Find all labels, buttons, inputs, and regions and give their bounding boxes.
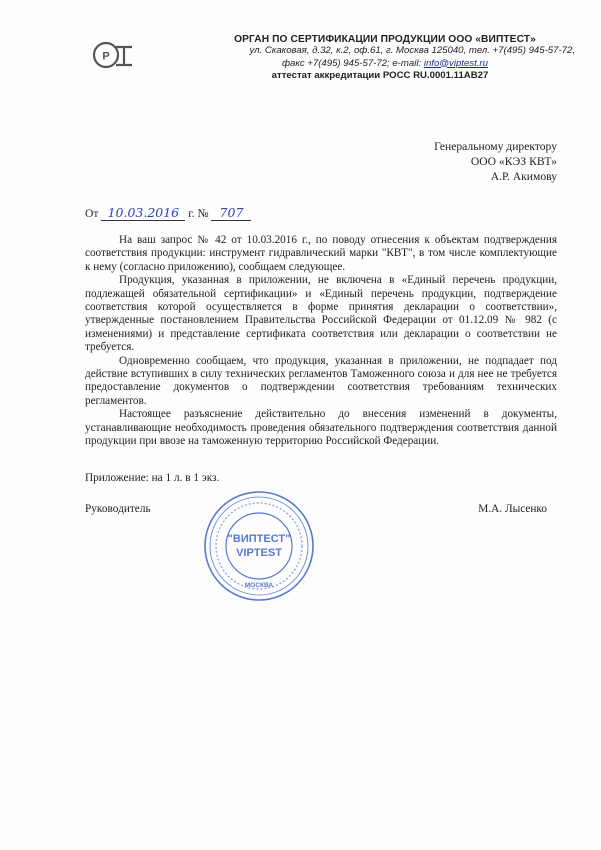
letter-body (85, 234, 557, 449)
email-link[interactable]: info@viptest.ru (423, 57, 488, 69)
stamp-text-line2: VIPTEST (236, 547, 282, 559)
accreditation-text: аттестат аккредитации РОСС RU.0001.11АВ27 (271, 70, 489, 81)
addressee-block (434, 139, 557, 185)
number-label: г. № (188, 207, 209, 220)
paragraph-1: На ваш запрос № 42 от 10.03.2016 г., по поводу отнесения к объектам подтверждения соответствия продукции: инструмент гидравлический марки "КВТ", в том числе комплектующие к нему (согласно приложению), сообщаем следующее. (85, 234, 557, 273)
stamp-text-line1: "ВИПТЕСТ" (227, 533, 291, 545)
signer-role: Руководитель (85, 503, 151, 515)
addressee-company: ООО «КЭЗ КВТ» (470, 155, 557, 169)
organization-name: ОРГАН ПО СЕРТИФИКАЦИИ ПРОДУКЦИИ ООО «ВИПТЕСТ» (234, 34, 536, 45)
organization-contacts (155, 58, 575, 71)
organization-address: ул. Скаковая, д.32, к.2, оф.61, г. Москва 125040, тел. +7(495) 945-57-72, (249, 45, 575, 56)
paragraph-3: Одновременно сообщаем, что продукция, указанная в приложении, не подпадает под действие вступивших в силу технических регламентов Таможенного союза и для нее не требуется предоставление документов о подтверждении соответствия требованиям технических регламентов. (85, 354, 557, 407)
addressee-title: Генеральному директору (434, 140, 557, 153)
attachment-note: Приложение: на 1 л. в 1 экз. (85, 472, 220, 484)
from-label: От (85, 207, 99, 220)
handwritten-number: 707 (211, 205, 251, 221)
fax-text: факс +7(495) 945-57-72; e-mail: (282, 57, 424, 69)
handwritten-date: 10.03.2016 (101, 205, 185, 221)
stamp-city: МОСКВА (244, 582, 274, 589)
organization-stamp (203, 490, 315, 602)
paragraph-2: Продукция, указанная в приложении, не включена в «Единый перечень продукции, подлежащей обязательной сертификации» и «Единый перечень продукции, подтверждение соответствия которой осуществляется в форме принятия декларации о соответствии», утвержденные постановлением Правительства Российской Федерации от 01.12.09 № 982 (с изменениями) и представление сертификата соответствия или декларации о соответствии не требуется. (85, 274, 557, 354)
stamp-ring-text (216, 503, 302, 589)
paragraph-4: Настоящее разъяснение действительно до внесения изменений в документы, устанавливающие необходимость проведения обязательного подтверждения соответствия данной продукции при ввозе на таможенную территорию Российской Федерации. (85, 408, 557, 448)
organization-header (155, 34, 575, 83)
rst-certification-logo-icon (90, 38, 134, 72)
addressee-person: А.Р. Акимову (490, 170, 557, 184)
signer-name: М.А. Лысенко (478, 503, 547, 515)
letter-reference (85, 205, 251, 221)
svg-text:Р: Р (102, 50, 110, 63)
